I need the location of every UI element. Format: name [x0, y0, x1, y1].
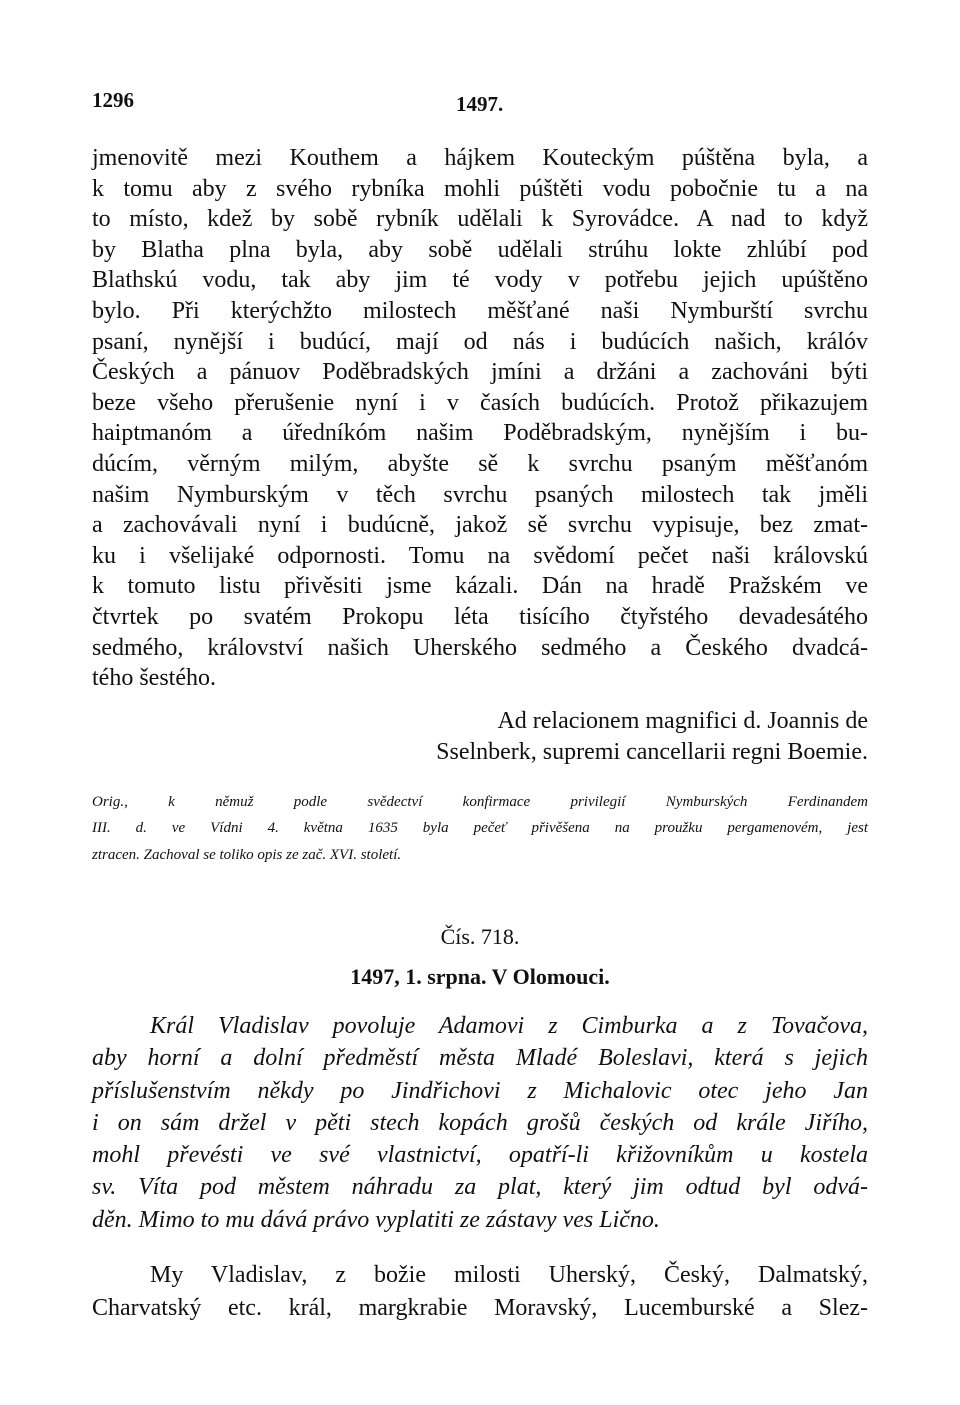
text-line: jmenovitě mezi Kouthem a hájkem Kouteckým púštěna byla, a	[92, 145, 868, 171]
text-line: by Blatha plna byla, aby sobě udělali strúhu lokte zhlúbí pod	[92, 236, 868, 263]
note-line: III. d. ve Vídni 4. května 1635 byla pečeť přivěšena na proužku pergamenovém, jest	[92, 820, 868, 837]
text-line: ku i všelijaké odpornosti. Tomu na svědomí pečet naši královskú	[92, 542, 868, 569]
regest-line-last: děn. Mimo to mu dává právo vyplatiti ze zástavy ves Lično.	[92, 1206, 660, 1233]
text-line: Českých a pánuov Poděbradských jmíni a držáni a zachováni býti	[92, 359, 868, 386]
text-line: a zachovávali nyní i budúcně, jakož sě svrchu vypisuje, bez zmat-	[92, 512, 868, 539]
text-line: našim Nymburským v těch svrchu psaných milostech tak jměli	[92, 481, 868, 508]
text-line: k tomu aby z svého rybníka mohli púštěti vodu pobočnie tu a na	[92, 175, 868, 202]
page-number: 1296	[92, 88, 134, 112]
entry-number: Čís. 718.	[440, 924, 520, 949]
regest-summary	[92, 1010, 868, 1236]
running-head-year: 1497.	[456, 92, 504, 116]
regest-line: mohl převésti ve své vlastnictví, opatří-li křižovníkům u kostela	[92, 1142, 868, 1169]
page-header	[92, 88, 868, 118]
regest-line: sv. Víta pod městem náhradu za plat, který jim odtud byl odvá-	[92, 1174, 868, 1201]
regest-line: i on sám držel v pěti stech kopách grošů českých od krále Jiřího,	[92, 1109, 868, 1136]
text-line: sedmého, království našich Uherského sedmého a Českého dvadcá-	[92, 634, 868, 661]
regest-line: Král Vladislav povoluje Adamovi z Cimburka a z Tovačova,	[150, 1013, 868, 1039]
charter-text	[92, 1259, 868, 1325]
text-line: Blathskú vodu, tak aby jim té vody v potřebu jejich upúštěno	[92, 267, 868, 294]
regest-line: aby horní a dolní předměstí města Mladé Boleslavi, která s jejich	[92, 1045, 868, 1072]
text-line: k tomuto listu přivěsiti jsme kázali. Dán na hradě Pražském ve	[92, 573, 868, 600]
text-line: beze všeho přerušenie nyní i v časích budúcích. Protož přikazujem	[92, 389, 868, 416]
note-line: Orig., k němuž podle svědectví konfirmace privilegií Nymburských Ferdinandem	[92, 794, 868, 810]
text-line: dúcím, věrným milým, abyšte sě k svrchu psaným měšťanóm	[92, 450, 868, 477]
source-note	[92, 789, 868, 868]
signature-line: Ad relacionem magnifici d. Joannis de	[497, 708, 868, 734]
text-line: to místo, kdež by sobě rybník udělali k Syrovádce. A nad to když	[92, 206, 868, 233]
entry-date: 1497, 1. srpna. V Olomouci.	[350, 964, 610, 989]
signature-line: Sselnberk, supremi cancellarii regni Boemie.	[436, 738, 868, 765]
signature-block	[92, 706, 868, 767]
text-line-last: tého šestého.	[92, 665, 216, 692]
text-line: haiptmanóm a úředníkóm našim Poděbradským, nynějším i bu-	[92, 420, 868, 447]
charter-line: Charvatský etc. král, margkrabie Moravský, Lucemburské a Slez-	[92, 1295, 868, 1321]
text-line: psaní, nynější i budúcí, mají od nás i budúcích našich, králóv	[92, 328, 868, 355]
text-line: bylo. Při kterýchžto milostech měšťané naši Nymburští svrchu	[92, 297, 868, 324]
text-line: čtvrtek po svatém Prokopu léta tisícího čtyřstého devadesátého	[92, 603, 868, 630]
document-body	[92, 143, 868, 765]
charter-line: My Vladislav, z božie milosti Uherský, Český, Dalmatský,	[150, 1262, 868, 1288]
regest-line: příslušenstvím někdy po Jindřichovi z Michalovic otec jeho Jan	[92, 1077, 868, 1104]
note-line-last: ztracen. Zachoval se toliko opis ze zač. XVI. století.	[92, 846, 402, 863]
